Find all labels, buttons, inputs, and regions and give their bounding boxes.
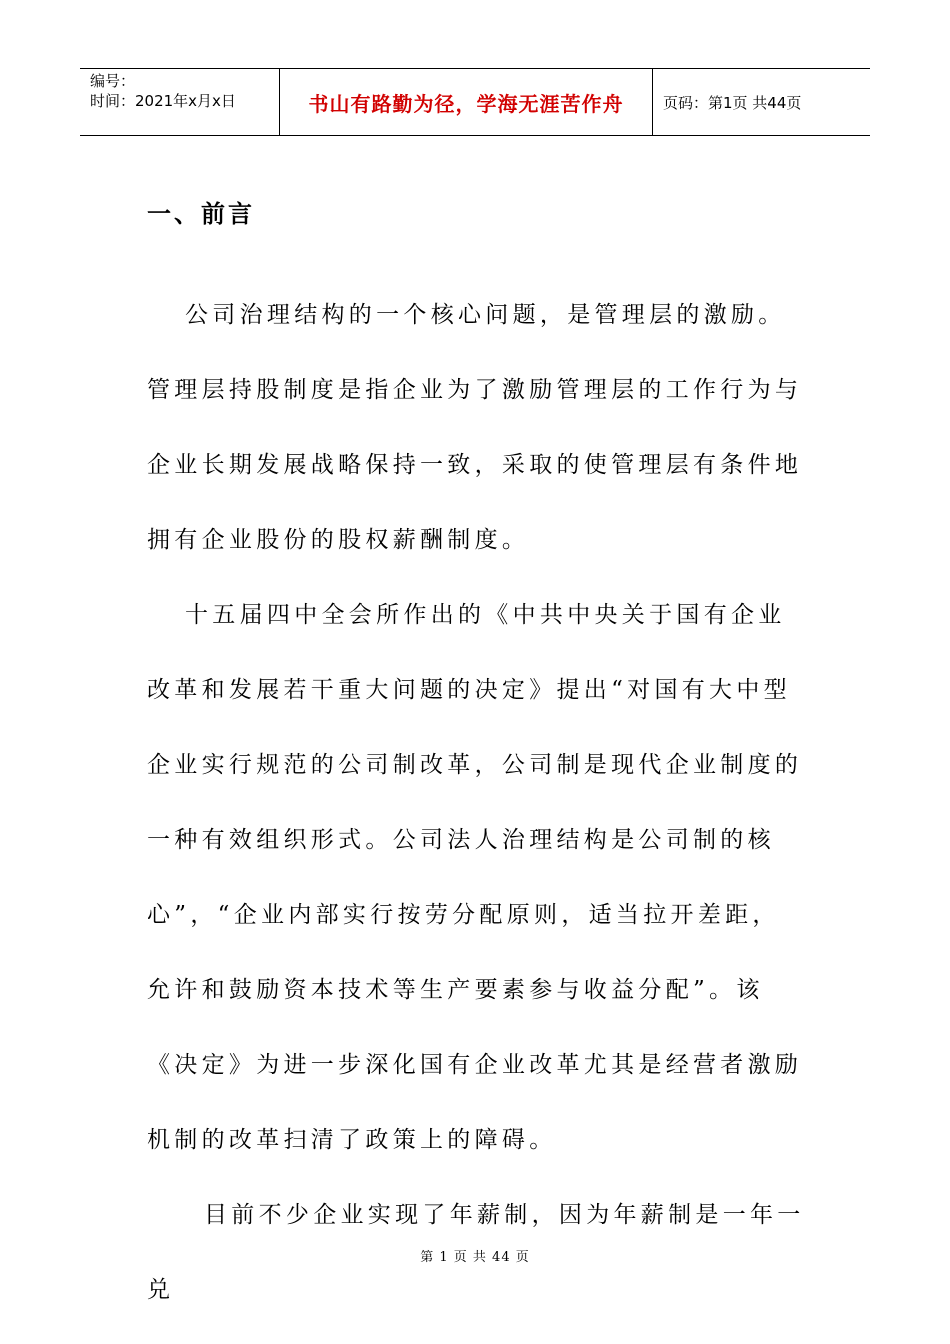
document-header <box>80 68 870 136</box>
page-footer: 第 1 页 共 44 页 <box>420 1250 530 1265</box>
document-date-label: 时间：2021年x月x日 <box>90 92 236 110</box>
header-page-label: 页码：第1页 共44页 <box>663 93 802 112</box>
body-text <box>147 278 807 1328</box>
header-page-cell <box>653 69 870 135</box>
paragraph: 十五届四中全会所作出的《中共中央关于国有企业改革和发展若干重大问题的决定》提出“对国有大中型企业实行规范的公司制改革，公司制是现代企业制度的一种有效组织形式。公司法人治理结构是公司制的核心”，“企业内部实行按劳分配原则，适当拉开差距，允许和鼓励资本技术等生产要素参与收益分配”。该《决定》为进一步深化国有企业改革尤其是经营者激励机制的改革扫清了政策上的障碍。 <box>147 602 803 1153</box>
paragraph: 公司治理结构的一个核心问题，是管理层的激励。管理层持股制度是指企业为了激励管理层的工作行为与企业长期发展战略保持一致，采取的使管理层有条件地拥有企业股份的股权薪酬制度。 <box>147 302 803 553</box>
paragraph: 目前不少企业实现了年薪制，因为年薪制是一年一兑 <box>147 1202 805 1303</box>
document-number-label: 编号： <box>90 72 136 90</box>
header-motto-cell <box>280 69 653 135</box>
header-meta-cell <box>80 69 280 135</box>
header-motto: 书山有路勤为径，学海无涯苦作舟 <box>308 91 624 116</box>
section-heading: 一、前言 <box>147 200 255 228</box>
